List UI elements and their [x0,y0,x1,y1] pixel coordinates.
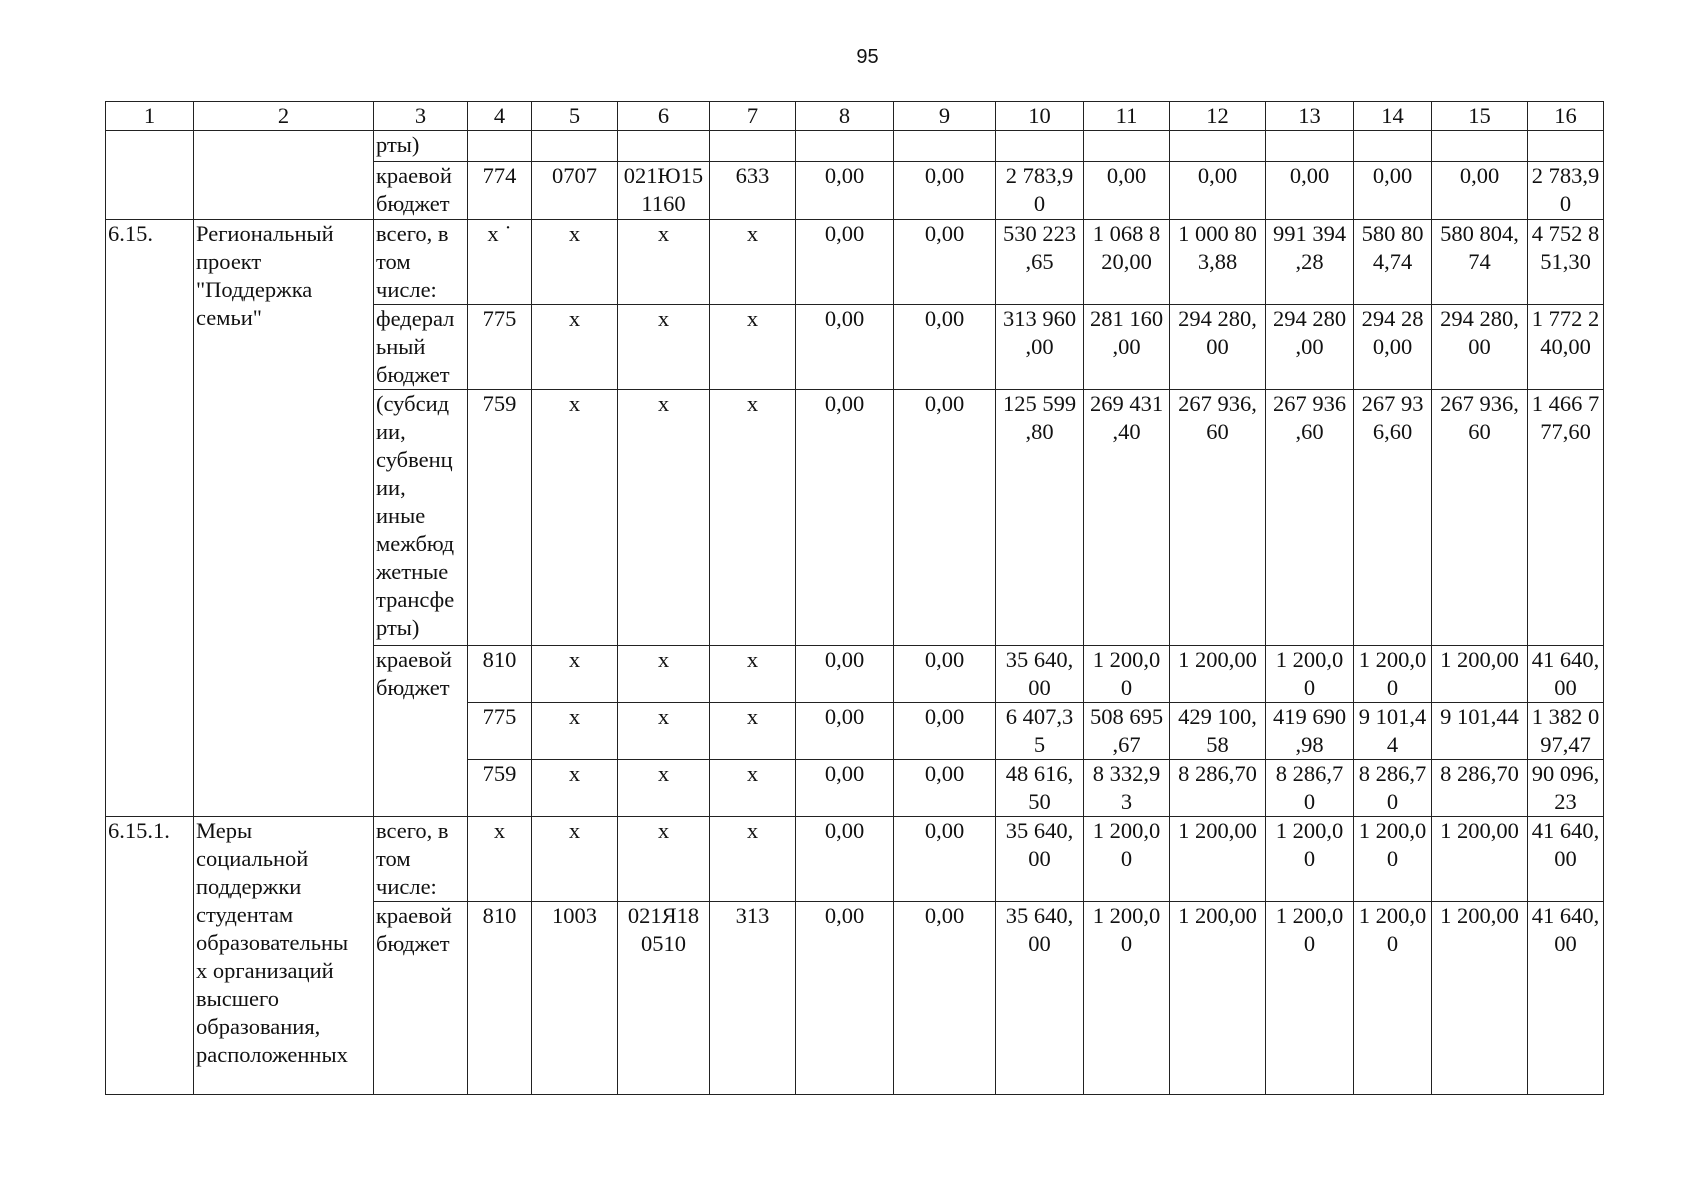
total-cell: 41 640, 00 [1528,902,1604,1095]
csr-cell: 021Я18 0510 [618,902,710,1095]
header-cell: 11 [1084,102,1170,131]
item-name-cell [194,131,374,220]
csr-cell: х [618,703,710,760]
page-number: 95 [856,46,879,68]
value-cell: 0,00 [894,817,996,902]
value-cell: 267 936 ,60 [1266,390,1354,646]
value-cell: 267 936, 60 [1170,390,1266,646]
cell [710,131,796,162]
value-cell: 9 101,44 [1432,703,1528,760]
gr-code-cell: 775 [468,703,532,760]
gr-code-cell: 810 [468,902,532,1095]
value-cell: 0,00 [894,390,996,646]
cell [1528,131,1604,162]
value-cell: 8 332,9 3 [1084,760,1170,817]
cell [1084,131,1170,162]
header-cell: 13 [1266,102,1354,131]
total-cell: 1 466 7 77,60 [1528,390,1604,646]
header-cell: 12 [1170,102,1266,131]
value-cell: 580 804, 74 [1432,220,1528,305]
vr-cell: х [710,220,796,305]
header-cell: 15 [1432,102,1528,131]
csr-cell: х [618,760,710,817]
header-cell: 9 [894,102,996,131]
value-cell: 1 200,0 0 [1266,902,1354,1095]
vr-cell: х [710,305,796,390]
value-cell: 1 200,00 [1432,817,1528,902]
header-cell: 16 [1528,102,1604,131]
value-cell: 0,00 [1266,162,1354,220]
vr-cell: 313 [710,902,796,1095]
value-cell: 1 200,00 [1170,817,1266,902]
value-cell: 267 93 6,60 [1354,390,1432,646]
cell [894,131,996,162]
value-cell: 1 000 80 3,88 [1170,220,1266,305]
gr-code-cell: 775 [468,305,532,390]
value-cell: 8 286,70 [1170,760,1266,817]
value-cell: 0,00 [894,703,996,760]
value-cell: 125 599 ,80 [996,390,1084,646]
value-cell: 1 200,0 0 [1084,817,1170,902]
rz-pr-cell: х [532,390,618,646]
header-cell: 2 [194,102,374,131]
csr-cell: х [618,220,710,305]
value-cell: 0,00 [796,817,894,902]
rz-pr-cell: 1003 [532,902,618,1095]
total-cell: 4 752 8 51,30 [1528,220,1604,305]
value-cell: 8 286,70 [1432,760,1528,817]
item-number-cell: 6.15.1. [106,817,194,1095]
value-cell: 0,00 [796,390,894,646]
cell [996,131,1084,162]
value-cell: 0,00 [1354,162,1432,220]
header-cell: 3 [374,102,468,131]
value-cell: 991 394 ,28 [1266,220,1354,305]
value-cell: 281 160 ,00 [1084,305,1170,390]
value-cell: 0,00 [1432,162,1528,220]
header-cell: 8 [796,102,894,131]
value-cell: 35 640, 00 [996,646,1084,703]
item-name-cell: Региональный проект "Поддержка семьи" [194,220,374,817]
value-cell: 0,00 [894,760,996,817]
rz-pr-cell: х [532,703,618,760]
value-cell: 2 783,9 0 [996,162,1084,220]
value-cell: 1 200,00 [1432,902,1528,1095]
value-cell: 8 286,7 0 [1354,760,1432,817]
budget-table [105,101,1604,1095]
value-cell: 1 200,00 [1170,902,1266,1095]
header-row [106,102,1604,131]
item-number-cell [106,131,194,220]
value-cell: 0,00 [1084,162,1170,220]
header-cell: 5 [532,102,618,131]
rz-pr-cell: х [532,646,618,703]
value-cell: 294 280 ,00 [1266,305,1354,390]
total-cell: 1 382 0 97,47 [1528,703,1604,760]
header-cell: 4 [468,102,532,131]
vr-cell: х [710,817,796,902]
value-cell: 0,00 [894,646,996,703]
gr-code-cell: х [468,817,532,902]
value-cell: 0,00 [796,162,894,220]
gr-code-cell: 774 [468,162,532,220]
value-cell: 0,00 [796,646,894,703]
item-name-cell: Меры социальной поддержки студентам образовательны х организаций высшего образования, расположенных [194,817,374,1095]
value-cell: 35 640, 00 [996,817,1084,902]
rz-pr-cell: х [532,305,618,390]
value-cell: 35 640, 00 [996,902,1084,1095]
cell [1432,131,1528,162]
gr-code-cell: х ˙ [468,220,532,305]
header-cell: 7 [710,102,796,131]
rz-pr-cell: х [532,220,618,305]
value-cell: 530 223 ,65 [996,220,1084,305]
value-cell: 6 407,3 5 [996,703,1084,760]
cell [468,131,532,162]
cell [1354,131,1432,162]
value-cell: 0,00 [796,902,894,1095]
csr-cell: х [618,390,710,646]
value-cell: 0,00 [796,760,894,817]
gr-code-cell: 810 [468,646,532,703]
vr-cell: х [710,760,796,817]
vr-cell: х [710,703,796,760]
csr-cell: 021Ю15 1160 [618,162,710,220]
value-cell: 294 28 0,00 [1354,305,1432,390]
value-cell: 1 200,0 0 [1084,902,1170,1095]
value-cell: 1 200,0 0 [1354,902,1432,1095]
value-cell: 8 286,7 0 [1266,760,1354,817]
value-cell: 1 200,0 0 [1084,646,1170,703]
value-cell: 1 068 8 20,00 [1084,220,1170,305]
source-cell: краевой бюджет [374,162,468,220]
total-cell: 1 772 2 40,00 [1528,305,1604,390]
value-cell: 1 200,0 0 [1354,817,1432,902]
gr-code-cell: 759 [468,760,532,817]
value-cell: 580 80 4,74 [1354,220,1432,305]
total-cell: 90 096, 23 [1528,760,1604,817]
value-cell: 0,00 [796,220,894,305]
source-cell: рты) [374,131,468,162]
total-cell: 41 640, 00 [1528,646,1604,703]
gr-code-cell: 759 [468,390,532,646]
value-cell: 0,00 [894,902,996,1095]
value-cell: 1 200,00 [1432,646,1528,703]
value-cell: 1 200,00 [1170,646,1266,703]
value-cell: 0,00 [796,703,894,760]
source-cell: федерал ьный бюджет [374,305,468,390]
total-cell: 41 640, 00 [1528,817,1604,902]
csr-cell: х [618,305,710,390]
value-cell: 508 695 ,67 [1084,703,1170,760]
cell [618,131,710,162]
value-cell: 429 100, 58 [1170,703,1266,760]
value-cell: 1 200,0 0 [1354,646,1432,703]
value-cell: 48 616, 50 [996,760,1084,817]
source-cell: краевой бюджет [374,902,468,1095]
value-cell: 0,00 [894,305,996,390]
value-cell: 9 101,4 4 [1354,703,1432,760]
value-cell: 294 280, 00 [1432,305,1528,390]
total-cell: 2 783,9 0 [1528,162,1604,220]
vr-cell: х [710,390,796,646]
value-cell: 294 280, 00 [1170,305,1266,390]
value-cell: 1 200,0 0 [1266,817,1354,902]
value-cell: 1 200,0 0 [1266,646,1354,703]
cell [1266,131,1354,162]
source-cell: всего, в том числе: [374,817,468,902]
value-cell: 419 690 ,98 [1266,703,1354,760]
value-cell: 269 431 ,40 [1084,390,1170,646]
header-cell: 10 [996,102,1084,131]
source-cell: (субсид ии, субвенц ии, иные межбюд жетные трансфе рты) [374,390,468,646]
cell [532,131,618,162]
header-cell: 14 [1354,102,1432,131]
source-cell: всего, в том числе: [374,220,468,305]
table-row [106,131,1604,162]
cell [1170,131,1266,162]
value-cell: 313 960 ,00 [996,305,1084,390]
source-cell: краевой бюджет [374,646,468,817]
table-row [106,220,1604,305]
value-cell: 0,00 [796,305,894,390]
header-cell: 6 [618,102,710,131]
csr-cell: х [618,817,710,902]
header-cell: 1 [106,102,194,131]
cell [796,131,894,162]
rz-pr-cell: х [532,817,618,902]
value-cell: 267 936, 60 [1432,390,1528,646]
table-row [106,817,1604,902]
rz-pr-cell: х [532,760,618,817]
rz-pr-cell: 0707 [532,162,618,220]
value-cell: 0,00 [1170,162,1266,220]
vr-cell: х [710,646,796,703]
vr-cell: 633 [710,162,796,220]
item-number-cell: 6.15. [106,220,194,817]
value-cell: 0,00 [894,162,996,220]
csr-cell: х [618,646,710,703]
value-cell: 0,00 [894,220,996,305]
